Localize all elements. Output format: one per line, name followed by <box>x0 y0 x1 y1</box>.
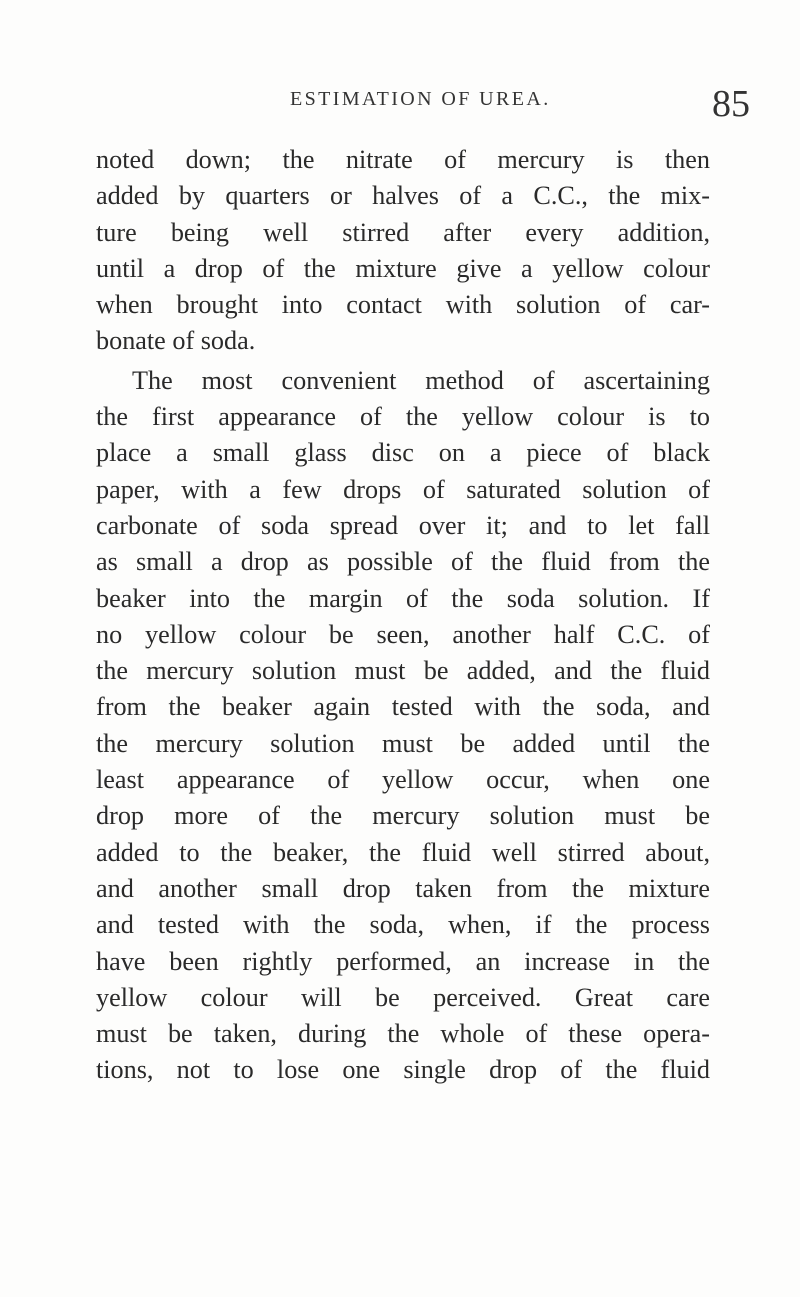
body-text <box>96 142 710 1089</box>
text-line: the first appearance of the yellow colour is to <box>96 402 710 432</box>
text-line: as small a drop as possible of the fluid from the <box>96 547 710 577</box>
text-line: tions, not to lose one single drop of the fluid <box>96 1055 710 1085</box>
text-line: no yellow colour be seen, another half C.C. of <box>96 619 710 649</box>
text-line: The most convenient method of ascertaining <box>132 365 710 395</box>
text-line: from the beaker again tested with the soda, and <box>96 692 710 722</box>
text-line: place a small glass disc on a piece of black <box>96 438 710 468</box>
text-line: added by quarters or halves of a C.C., the mix- <box>96 181 710 211</box>
text-line: the mercury solution must be added, and the fluid <box>96 656 710 686</box>
text-line: ture being well stirred after every addition, <box>96 217 710 247</box>
text-line: the mercury solution must be added until the <box>96 728 710 758</box>
text-line: and another small drop taken from the mixture <box>96 873 710 903</box>
text-line: must be taken, during the whole of these opera- <box>96 1019 710 1049</box>
text-line: drop more of the mercury solution must be <box>96 801 710 831</box>
text-line: paper, with a few drops of saturated solution of <box>96 474 710 504</box>
paragraph-2 <box>96 363 710 1089</box>
text-line: added to the beaker, the fluid well stirred about, <box>96 837 710 867</box>
text-line: have been rightly performed, an increase in the <box>96 946 710 976</box>
text-line: yellow colour will be perceived. Great care <box>96 982 710 1012</box>
text-line: least appearance of yellow occur, when one <box>96 765 710 795</box>
running-title: ESTIMATION OF UREA. <box>290 88 551 110</box>
text-line: beaker into the margin of the soda solution. If <box>96 583 710 613</box>
text-line: noted down; the nitrate of mercury is then <box>96 145 710 174</box>
text-line: and tested with the soda, when, if the process <box>96 910 710 940</box>
text-line: when brought into contact with solution of car- <box>96 290 710 320</box>
text-line: until a drop of the mixture give a yellow colour <box>96 253 710 283</box>
paragraph-1 <box>96 142 710 360</box>
running-head <box>0 83 800 128</box>
text-line: carbonate of soda spread over it; and to let fall <box>96 510 710 540</box>
text-line: bonate of soda. <box>96 326 256 356</box>
page-number: 85 <box>712 83 750 125</box>
